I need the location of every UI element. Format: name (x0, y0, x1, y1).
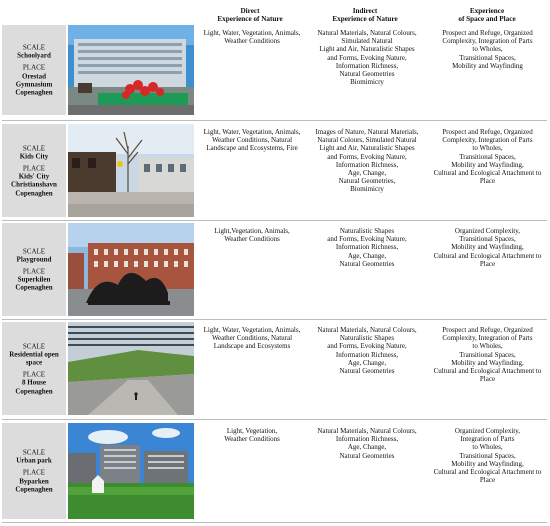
text-line: Natural Geometries (339, 259, 395, 268)
header-indirect-line1: Indirect (352, 7, 378, 15)
direct-cell (196, 29, 308, 45)
text-line: Mobility and Wayfinding, (451, 243, 524, 252)
text-line: Mobility and Wayfinding, (451, 459, 524, 468)
text-line: and Forms, Evoking Nature, (327, 53, 407, 62)
text-line: Weather Conditions (224, 235, 280, 244)
place-key: PLACE (22, 370, 46, 379)
text-line: Simulated Natural (341, 37, 393, 46)
direct-cell (196, 326, 308, 351)
place-line: Copenaghen (15, 386, 53, 395)
row-divider (2, 220, 547, 221)
text-line: Prospect and Refuge, Organized (442, 29, 533, 37)
row-label-cell (2, 423, 66, 519)
text-line: Weather Conditions, Natural (211, 136, 293, 145)
space-cell (428, 128, 547, 185)
text-line: Organized Complexity, (454, 427, 521, 435)
space-cell (428, 326, 547, 383)
place-key: PLACE (22, 63, 46, 72)
text-line: Information Richness, (335, 435, 399, 444)
text-line: Natural Geometries (339, 367, 395, 376)
text-line: Cultural and Ecological Attachment to (433, 468, 542, 477)
text-line: to Wholes, (472, 144, 503, 153)
text-line: Biomimicry (350, 78, 384, 87)
scale-key: SCALE (22, 448, 46, 457)
text-line: Biomimicry (350, 185, 384, 194)
space-cell (428, 29, 547, 70)
row-divider (2, 120, 547, 121)
place-line: Copenaghen (15, 283, 53, 292)
row-label-cell (2, 322, 66, 415)
text-line: Light, Water, Vegetation, Animals, (203, 128, 301, 136)
direct-cell (196, 427, 308, 443)
text-line: Images of Nature, Natural Materials, (315, 128, 419, 136)
direct-cell (196, 128, 308, 153)
row-label-cell (2, 25, 66, 115)
text-line: Transitional Spaces, (459, 451, 516, 460)
place-key: PLACE (22, 164, 46, 173)
indirect-cell (310, 29, 424, 86)
text-line: Natural Materials, Natural Colours, (317, 427, 417, 435)
kids-city-photo (68, 124, 194, 217)
text-line: Age, Change, (347, 443, 387, 452)
text-line: Prospect and Refuge, Organized (442, 128, 533, 136)
place-key: PLACE (22, 468, 46, 477)
text-line: Cultural and Ecological Attachment to (433, 251, 542, 260)
text-line: Mobility and Wayfinding, (451, 160, 524, 169)
text-line: Organized Complexity, (454, 227, 521, 235)
text-line: to Wholes, (472, 45, 503, 54)
text-line: and Forms, Evoking Nature, (327, 152, 407, 161)
text-line: Age, Change, (347, 358, 387, 367)
text-line: Natural Geometries, (338, 177, 396, 186)
text-line: Natural Materials, Natural Colours, (317, 326, 417, 334)
place-key: PLACE (22, 267, 46, 276)
place-line: Gymnasium (15, 80, 53, 89)
space-cell (428, 427, 547, 484)
text-line: Transitional Spaces, (459, 235, 516, 244)
table-row-urban-park (2, 423, 547, 519)
text-line: Natural Materials, Natural Colours, (317, 29, 417, 37)
place-line: Kids' City (18, 172, 50, 181)
table-row-playground (2, 223, 547, 316)
text-line: Mobility and Wayfinding, (451, 358, 524, 367)
text-line: Transitional Spaces, (459, 350, 516, 359)
header-direct-line1: Direct (240, 7, 260, 15)
scale-value: Kids City (19, 152, 49, 161)
text-line: Mobility and Wayfinding (452, 61, 523, 70)
text-line: Weather Conditions (224, 37, 280, 46)
text-line: Light and Air, Naturalistic Shapes (319, 45, 415, 54)
text-line: Complexity, Integration of Parts (442, 37, 533, 46)
text-line: Naturalistic Shapes (339, 227, 395, 235)
scale-value: Residential open space (9, 350, 59, 367)
row-divider (2, 419, 547, 420)
text-line: Information Richness, (335, 350, 399, 359)
indirect-cell (310, 128, 424, 194)
place-line: Superkilen (17, 275, 51, 284)
scale-value: Playground (16, 255, 52, 264)
space-cell (428, 227, 547, 268)
text-line: Weather Conditions, Natural (211, 334, 293, 343)
text-line: Weather Conditions (224, 435, 280, 444)
text-line: Cultural and Ecological Attachment to (433, 367, 542, 376)
place-line: Orestad (22, 72, 46, 80)
header-direct (196, 7, 304, 23)
text-line: Place (479, 476, 496, 485)
text-line: Transitional Spaces, (459, 152, 516, 161)
row-divider (2, 522, 547, 523)
header-indirect-line2: Experience of Nature (332, 15, 398, 23)
scale-value: Schoolyard (17, 51, 51, 60)
place-line: Copenaghen (15, 188, 53, 197)
text-line: Prospect and Refuge, Organized (442, 326, 533, 334)
text-line: and Forms, Evoking Nature, (327, 235, 407, 244)
header-space (428, 7, 546, 23)
residential-photo (68, 322, 194, 415)
header-direct-line2: Experience of Nature (217, 15, 283, 23)
place-line: Copenaghen (15, 485, 53, 494)
scale-key: SCALE (22, 43, 46, 52)
text-line: Cultural and Ecological Attachment to (433, 169, 542, 178)
text-line: to Wholes, (472, 342, 503, 351)
text-line: Natural Geometries (339, 70, 395, 79)
text-line: Landscape and Ecosystems (213, 342, 291, 351)
header-indirect (310, 7, 420, 23)
text-line: Place (479, 375, 496, 384)
text-line: Light, Water, Vegetation, Animals, (203, 326, 301, 334)
schoolyard-photo (68, 25, 194, 115)
text-line: Naturalistic Shapes (339, 334, 395, 343)
indirect-cell (310, 227, 424, 268)
text-line: Age, Change, (347, 251, 387, 260)
scale-value: Urban park (16, 456, 52, 465)
text-line: Complexity, Integration of Parts (442, 334, 533, 343)
place-line: Christianshavn (11, 180, 57, 189)
scale-key: SCALE (22, 246, 46, 255)
text-line: Information Richness, (335, 160, 399, 169)
text-line: Integration of Parts (460, 435, 515, 444)
direct-cell (196, 227, 308, 243)
header-space-line1: Experience (469, 7, 505, 15)
indirect-cell (310, 326, 424, 375)
text-line: Light and Air, Naturalistic Shapes (319, 144, 415, 153)
scale-key: SCALE (22, 341, 46, 350)
header-space-line2: of Space and Place (458, 15, 516, 23)
text-line: Light, Water, Vegetation, Animals, (203, 29, 301, 37)
text-line: to Wholes, (472, 443, 503, 452)
place-line: Copenaghen (15, 88, 53, 97)
table-row-kids-city (2, 124, 547, 217)
text-line: and Forms, Evoking Nature, (327, 342, 407, 351)
row-label-cell (2, 223, 66, 316)
urban-park-photo (68, 423, 194, 519)
text-line: Light, Vegetation, (226, 427, 278, 435)
place-line: Byparken (19, 477, 49, 486)
playground-photo (68, 223, 194, 316)
table-row-residential (2, 322, 547, 415)
indirect-cell (310, 427, 424, 460)
place-line: 8 House (22, 378, 46, 387)
text-line: Natural Colours, Simulated Natural (317, 136, 417, 145)
text-line: Information Richness, (335, 243, 399, 252)
table-row-schoolyard (2, 25, 547, 115)
text-line: Complexity, Integration of Parts (442, 136, 533, 145)
text-line: Landscape and Ecosystems, Fire (206, 144, 298, 153)
row-divider (2, 319, 547, 320)
text-line: Information Richness, (335, 61, 399, 70)
scale-key: SCALE (22, 143, 46, 152)
text-line: Transitional Spaces, (459, 53, 516, 62)
text-line: Place (479, 177, 496, 186)
text-line: Age, Change, (347, 169, 387, 178)
text-line: Place (479, 259, 496, 268)
text-line: Light,Vegetation, Animals, (214, 227, 290, 235)
text-line: Natural Geometries (339, 451, 395, 460)
row-label-cell (2, 124, 66, 217)
